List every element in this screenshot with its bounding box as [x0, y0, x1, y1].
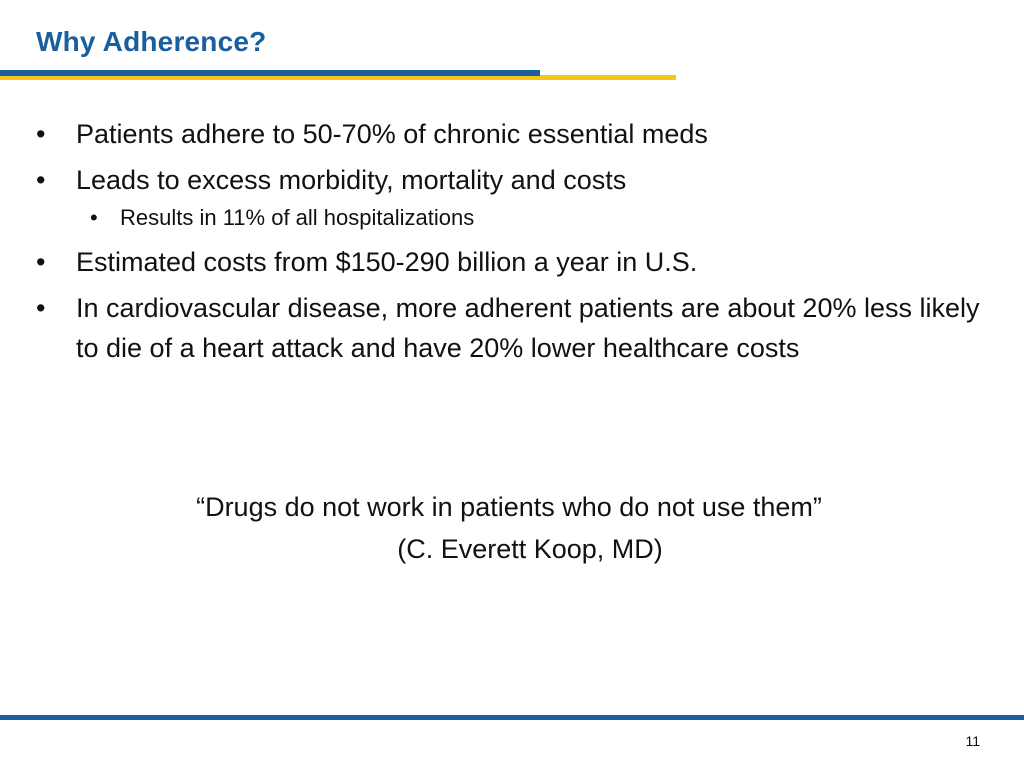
- bullet-item: [0, 160, 1024, 200]
- bullet-item: [0, 288, 1024, 368]
- bullet-text: Results in 11% of all hospitalizations: [120, 205, 475, 230]
- slide-title: Why Adherence?: [36, 26, 267, 57]
- bullet-item: [0, 114, 1024, 154]
- bullet-text: Patients adhere to 50-70% of chronic essential meds: [76, 119, 708, 149]
- bullet-dot: •: [36, 119, 46, 149]
- quote-attribution: (C. Everett Koop, MD): [397, 534, 663, 564]
- sub-bullet-item: [0, 202, 1024, 234]
- bullet-dot: •: [36, 293, 46, 323]
- bullet-list: [0, 114, 1024, 374]
- bullet-text: Estimated costs from $150-290 billion a year in U.S.: [76, 247, 698, 277]
- title-rule-blue: [0, 70, 540, 76]
- bullet-item: [0, 242, 1024, 282]
- bullet-text: Leads to excess morbidity, mortality and costs: [76, 165, 627, 195]
- bullet-text: In cardiovascular disease, more adherent patients are about 20% less likely to die of a heart attack and have 20% lower healthcare costs: [76, 293, 980, 363]
- bullet-dot: •: [90, 205, 98, 230]
- bullet-dot: •: [36, 247, 46, 277]
- footer-rule: [0, 715, 1024, 720]
- quote: [0, 486, 1024, 570]
- page-number: 11: [965, 733, 980, 749]
- title-rule-yellow-under: [0, 76, 540, 80]
- quote-text: “Drugs do not work in patients who do not use them”: [196, 492, 822, 522]
- bullet-dot: •: [36, 165, 46, 195]
- title-rule-yellow: [540, 75, 676, 80]
